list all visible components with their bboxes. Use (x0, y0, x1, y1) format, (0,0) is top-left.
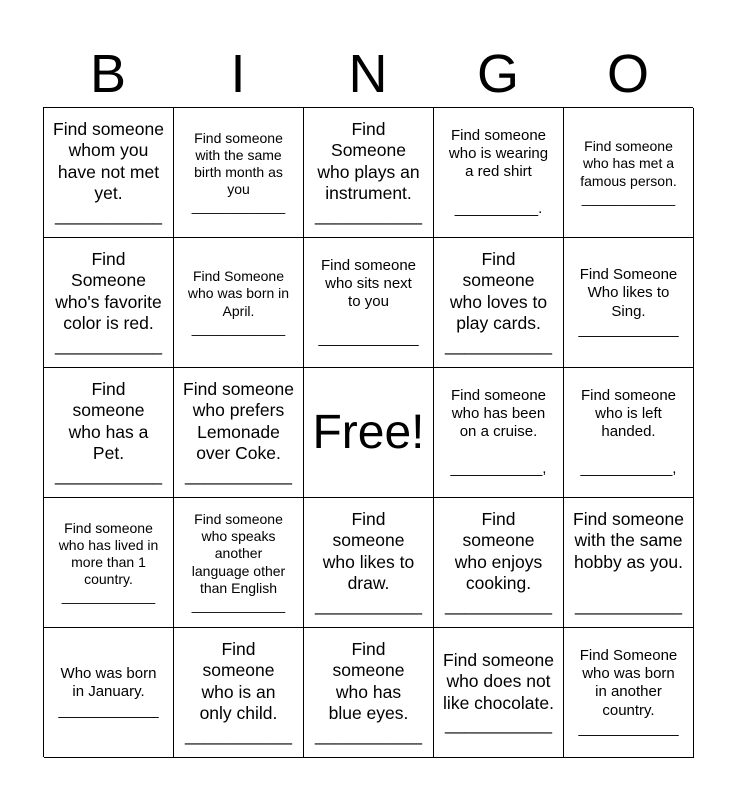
cell-text: Find Someone who's favorite color is red. ___________ (54, 249, 163, 355)
cell-text: Find someone who has met a famous person. ____________ (580, 138, 677, 206)
cell-text: Find someone who loves to play cards. ___________ (444, 249, 553, 355)
bingo-cell-r1c4[interactable] (434, 108, 564, 238)
cell-text: Find someone with the same hobby as you. ___________ (573, 509, 684, 615)
header-letter-g: G (476, 44, 519, 104)
cell-text: Who was born in January. ____________ (58, 665, 159, 719)
cell-text: Find Someone Who likes to Sing. ____________ (578, 265, 679, 338)
bingo-cell-free[interactable] (304, 368, 434, 498)
bingo-cell-r5c1[interactable] (44, 628, 174, 758)
bingo-cell-r1c5[interactable] (564, 108, 694, 238)
bingo-cell-r2c1[interactable] (44, 238, 174, 368)
cell-text: Find Someone who plays an instrument. ___________ (314, 119, 423, 225)
bingo-cell-r5c3[interactable] (304, 628, 434, 758)
bingo-cell-r5c4[interactable] (434, 628, 564, 758)
header-letter-i: I (230, 44, 246, 104)
bingo-cell-r5c2[interactable] (174, 628, 304, 758)
cell-text: Find someone who has a Pet. ___________ (54, 379, 163, 485)
header-letter-o: O (606, 44, 649, 104)
bingo-cell-r4c5[interactable] (564, 498, 694, 628)
cell-text: Find someone who sits next to you ____________ (318, 256, 419, 347)
cell-text: Find someone who prefers Lemonade over Coke. ___________ (183, 379, 294, 485)
cell-text: Find someone who is an only child. ___________ (184, 639, 293, 745)
bingo-cell-r2c4[interactable] (434, 238, 564, 368)
cell-text: Find someone who is wearing a red shirt __________. (448, 126, 549, 217)
cell-text: Find someone who has blue eyes. ___________ (314, 639, 423, 745)
cell-text: Find someone who does not like chocolate. ___________ (443, 649, 554, 734)
header-letter-n: N (348, 44, 388, 104)
bingo-cell-r2c3[interactable] (304, 238, 434, 368)
cell-text: Find someone with the same birth month as you ____________ (191, 129, 286, 215)
cell-text: Find someone who likes to draw. ___________ (314, 509, 423, 615)
cell-text: Find someone who enjoys cooking. ___________ (444, 509, 553, 615)
bingo-cell-r4c1[interactable] (44, 498, 174, 628)
cell-text: Find someone whom you have not met yet. ___________ (53, 119, 164, 225)
bingo-cell-r5c5[interactable] (564, 628, 694, 758)
cell-text: Find someone who speaks another language other than English ____________ (191, 511, 286, 613)
bingo-cell-r3c5[interactable] (564, 368, 694, 498)
free-space-label: Free! (312, 405, 425, 459)
bingo-cell-r1c3[interactable] (304, 108, 434, 238)
cell-text: Find Someone who was born in another country. ____________ (578, 646, 679, 737)
bingo-cell-r4c4[interactable] (434, 498, 564, 628)
bingo-cell-r4c2[interactable] (174, 498, 304, 628)
bingo-cell-r1c1[interactable] (44, 108, 174, 238)
cell-text: Find someone who is left handed. ___________, (580, 386, 677, 477)
bingo-cell-r2c5[interactable] (564, 238, 694, 368)
bingo-cell-r3c4[interactable] (434, 368, 564, 498)
bingo-cell-r4c3[interactable] (304, 498, 434, 628)
cell-text: Find someone who has been on a cruise. ___________, (450, 386, 547, 477)
bingo-cell-r3c2[interactable] (174, 368, 304, 498)
bingo-header (43, 40, 693, 108)
bingo-cell-r3c1[interactable] (44, 368, 174, 498)
cell-text: Find someone who has lived in more than 1 country. ____________ (58, 519, 159, 605)
header-letter-b: B (89, 44, 127, 104)
cell-text: Find Someone who was born in April. ____________ (187, 268, 290, 336)
bingo-board (43, 107, 693, 757)
bingo-cell-r1c2[interactable] (174, 108, 304, 238)
bingo-cell-r2c2[interactable] (174, 238, 304, 368)
